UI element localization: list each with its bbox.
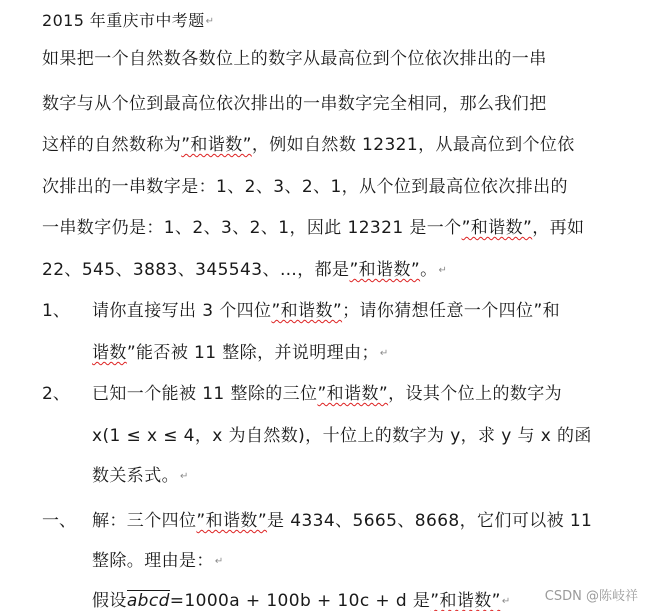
paragraph-mark-icon: ↵: [501, 595, 511, 607]
para-line-5: [42, 213, 584, 238]
answer-line-1: [92, 506, 592, 531]
question-1-line-2: [92, 338, 389, 363]
para-text: 整除。理由是：: [92, 551, 214, 571]
para-text: 这样的自然数称为: [42, 135, 182, 155]
para-text: 解：三个四位: [92, 511, 197, 531]
watermark: CSDN @陈岐祥: [544, 589, 638, 604]
term-harmonic: ”和谐数”: [317, 384, 389, 404]
question-2-line-2: [92, 421, 592, 446]
doc-title: [42, 8, 214, 31]
para-text: ”: [126, 343, 137, 363]
para-text: 一串数字仍是：1、2、3、2、1，因此 12321 是一个: [42, 218, 462, 238]
para-line-6: [42, 255, 447, 280]
para-text: 假设: [92, 591, 127, 611]
para-text: ，再如: [532, 218, 585, 238]
answer-line-3: [92, 586, 511, 611]
term-harmonic: ”和谐数”: [430, 591, 501, 611]
term-harmonic: ”和谐数”: [461, 218, 533, 238]
paragraph-mark-icon: ↵: [379, 347, 389, 359]
para-text: 能否被 11 整除，并说明理由；: [136, 343, 379, 363]
question-1-line-1: [92, 296, 560, 321]
answer-number: 一、: [42, 511, 76, 531]
paragraph-mark-icon: ↵: [180, 470, 189, 482]
question-2-line-3: [92, 461, 189, 486]
para-text: x(1 ≤ x ≤ 4，x 为自然数)，十位上的数字为 y，求 y 与 x 的函: [92, 426, 592, 446]
para-text: 是 4334、5665、8668，它们可以被 11: [267, 511, 593, 531]
answer-line-2: [92, 546, 224, 571]
para-line-4: [42, 172, 568, 197]
term-harmonic: ”和谐数”: [349, 260, 421, 280]
paragraph-mark-icon: ↵: [438, 264, 448, 276]
para-text: ”和: [533, 301, 561, 321]
para-text: 数字与从个位到最高位依次排出的一串数字完全相同，那么我们把: [42, 94, 547, 114]
term-harmonic: ”和谐数”: [271, 301, 343, 321]
para-text: 请你直接写出 3 个四位: [92, 301, 272, 321]
paragraph-mark-icon: ↵: [205, 16, 215, 27]
overlined-abcd: abcd: [126, 591, 170, 611]
para-text: 已知一个能被 11 整除的三位: [92, 384, 318, 404]
para-line-3: [42, 130, 575, 155]
question-2-line-1: [92, 379, 562, 404]
question-1-number: 1、: [42, 301, 70, 321]
para-text: ，例如自然数 12321，从最高位到个位依: [251, 135, 575, 155]
para-text: ，设其个位上的数字为: [388, 384, 563, 404]
para-text: 22、545、3883、345543、…，都是: [42, 260, 350, 280]
term-harmonic: ”和谐数”: [196, 511, 268, 531]
para-text: 数关系式。: [92, 466, 179, 486]
para-text: 。: [420, 260, 438, 280]
question-2-number: 2、: [42, 384, 70, 404]
title-text: 2015 年重庆市中考题: [42, 11, 205, 30]
para-line-1: [42, 44, 547, 69]
para-text: =1000a + 100b + 10c + d 是: [169, 591, 431, 611]
term-harmonic: ”和谐数”: [181, 135, 252, 155]
term-harmonic: 谐数: [92, 343, 127, 363]
para-text: 次排出的一串数字是：1、2、3、2、1，从个位到最高位依次排出的: [42, 177, 568, 197]
paragraph-mark-icon: ↵: [214, 555, 224, 567]
para-line-2: [42, 89, 547, 114]
para-text: 如果把一个自然数各数位上的数字从最高位到个位依次排出的一串: [42, 49, 547, 69]
para-text: ；请你猜想任意一个四位: [342, 301, 534, 321]
